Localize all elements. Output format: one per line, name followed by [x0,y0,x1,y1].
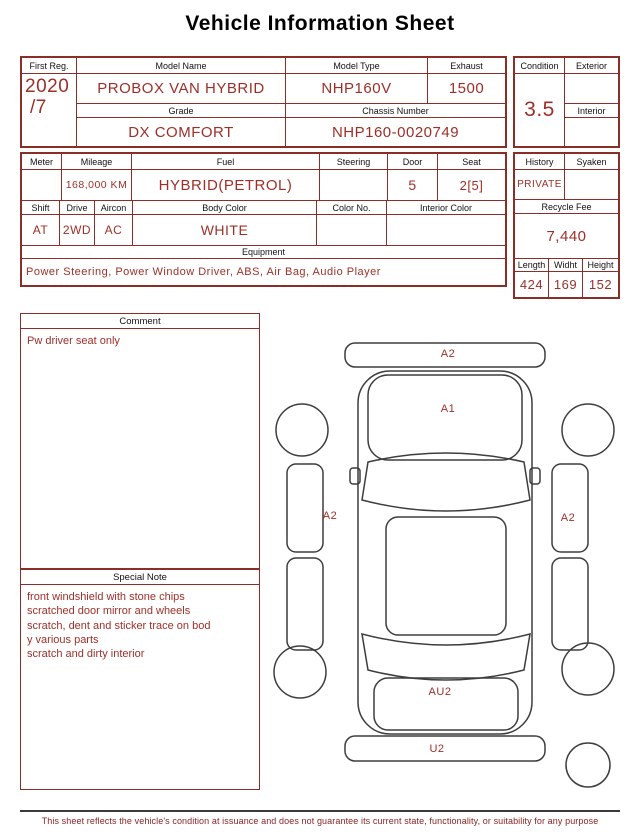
interior-value-cell [565,118,618,146]
equipment-value: Power Steering, Power Window Driver, ABS, Air Bag, Audio Player [26,266,381,278]
body-color-value: WHITE [133,215,317,245]
exterior-value-cell [565,74,618,104]
condition-value: 3.5 [515,74,565,146]
first-reg-label: First Reg. [22,58,77,74]
rear-window-shape [362,634,530,680]
wheel-front-left [276,404,328,456]
width-value: 169 [549,272,583,297]
right-front-door-panel [552,464,588,552]
door-label: Door [388,154,438,170]
history-row-group [515,154,618,258]
meter-label: Meter [22,154,62,170]
special-note-line: front windshield with stone chips [27,591,185,603]
interior-color-value-cell [387,215,505,245]
shift-label: Shift [22,201,60,215]
vehicle-spec-table [20,152,507,287]
model-type-label: Model Type [286,58,428,74]
shift-value: AT [22,215,60,245]
damage-code-front-bumper: A2 [440,348,456,360]
comment-text: Pw driver seat only [27,335,120,347]
damage-code-hood: A1 [440,403,456,415]
model-name-value: PROBOX VAN HYBRID [77,74,286,104]
hood-shape [368,375,522,460]
seat-label: Seat [438,154,505,170]
history-fee-table [513,152,620,299]
special-note-line: y various parts [27,633,99,646]
spare-tire-shape [566,743,610,787]
page-title: Vehicle Information Sheet [185,12,455,35]
height-value: 152 [588,277,613,292]
fuel-value: HYBRID(PETROL) [132,170,320,200]
spec-row-group-1 [22,154,505,200]
special-note-box [20,569,260,790]
footer-divider [20,810,620,812]
mileage-value: 168,000 KM [62,170,132,200]
wheel-front-right [562,404,614,456]
damage-code-rear-bumper: U2 [429,743,445,755]
equipment-label: Equipment [22,246,505,259]
left-rear-door-panel [287,558,323,650]
wheel-rear-right [562,643,614,695]
aircon-label: Aircon [95,201,133,215]
grade-label: Grade [77,104,286,118]
first-reg-value [22,74,77,146]
rear-bumper-shape [345,736,545,761]
height-label: Height [583,259,618,272]
fuel-label: Fuel [132,154,320,170]
history-value: PRIVATE [515,170,565,200]
length-value: 424 [515,272,549,297]
syaken-value-cell [565,170,618,200]
condition-table [513,56,620,148]
recycle-fee-value: 7,440 [546,227,587,245]
interior-color-label: Interior Color [387,201,505,215]
condition-label: Condition [515,58,565,74]
spec-row-group-2 [22,200,505,245]
history-label: History [515,154,565,170]
grade-value: DX COMFORT [77,118,286,146]
vehicle-identity-table [20,56,507,148]
right-rear-door-panel [552,558,588,650]
chassis-number-label: Chassis Number [286,104,505,118]
meter-value-cell [22,170,62,200]
drive-value: 2WD [60,215,95,245]
special-note-header: Special Note [21,570,259,585]
chassis-number-value: NHP160-0020749 [331,123,460,141]
steering-value-cell [320,170,388,200]
model-name-label: Model Name [77,58,286,74]
roof-shape [386,517,506,635]
first-reg-year: 2020 [25,76,70,97]
comment-header: Comment [21,314,259,329]
exhaust-value: 1500 [428,74,505,104]
exhaust-label: Exhaust [428,58,505,74]
dimensions-row-group [515,258,618,297]
seat-value: 2[5] [459,177,484,193]
exterior-label: Exterior [565,58,618,74]
car-diagram-svg [262,312,630,812]
door-value: 5 [388,170,438,200]
damage-code-left-side: A2 [322,510,338,522]
color-no-label: Color No. [317,201,387,215]
mileage-label: Mileage [62,154,132,170]
interior-label: Interior [565,104,618,118]
special-note-line: scratch, dent and sticker trace on bod [27,619,211,632]
special-note-text [21,585,259,666]
syaken-label: Syaken [565,154,618,170]
left-front-door-panel [287,464,323,552]
equipment-row-group [22,245,505,285]
body-color-label: Body Color [133,201,317,215]
windshield-shape [362,453,530,511]
steering-label: Steering [320,154,388,170]
model-type-value: NHP160V [286,74,428,104]
length-label: Length [515,259,549,272]
wheel-rear-left [274,646,326,698]
aircon-value: AC [95,215,133,245]
special-note-line: scratch and dirty interior [27,648,145,661]
comment-box [20,313,260,569]
recycle-fee-label: Recycle Fee [515,200,618,214]
car-damage-diagram [262,312,630,812]
damage-code-right-side: A2 [560,512,576,524]
footer-disclaimer: This sheet reflects the vehicle's condition at issuance and does not guarantee its current state, functionality, or suitability for any purpose [41,816,599,826]
damage-code-rear: AU2 [428,686,452,698]
width-label: Widht [549,259,583,272]
first-reg-month: /7 [30,96,47,118]
special-note-line: scratched door mirror and wheels [27,605,191,618]
color-no-value-cell [317,215,387,245]
drive-label: Drive [60,201,95,215]
